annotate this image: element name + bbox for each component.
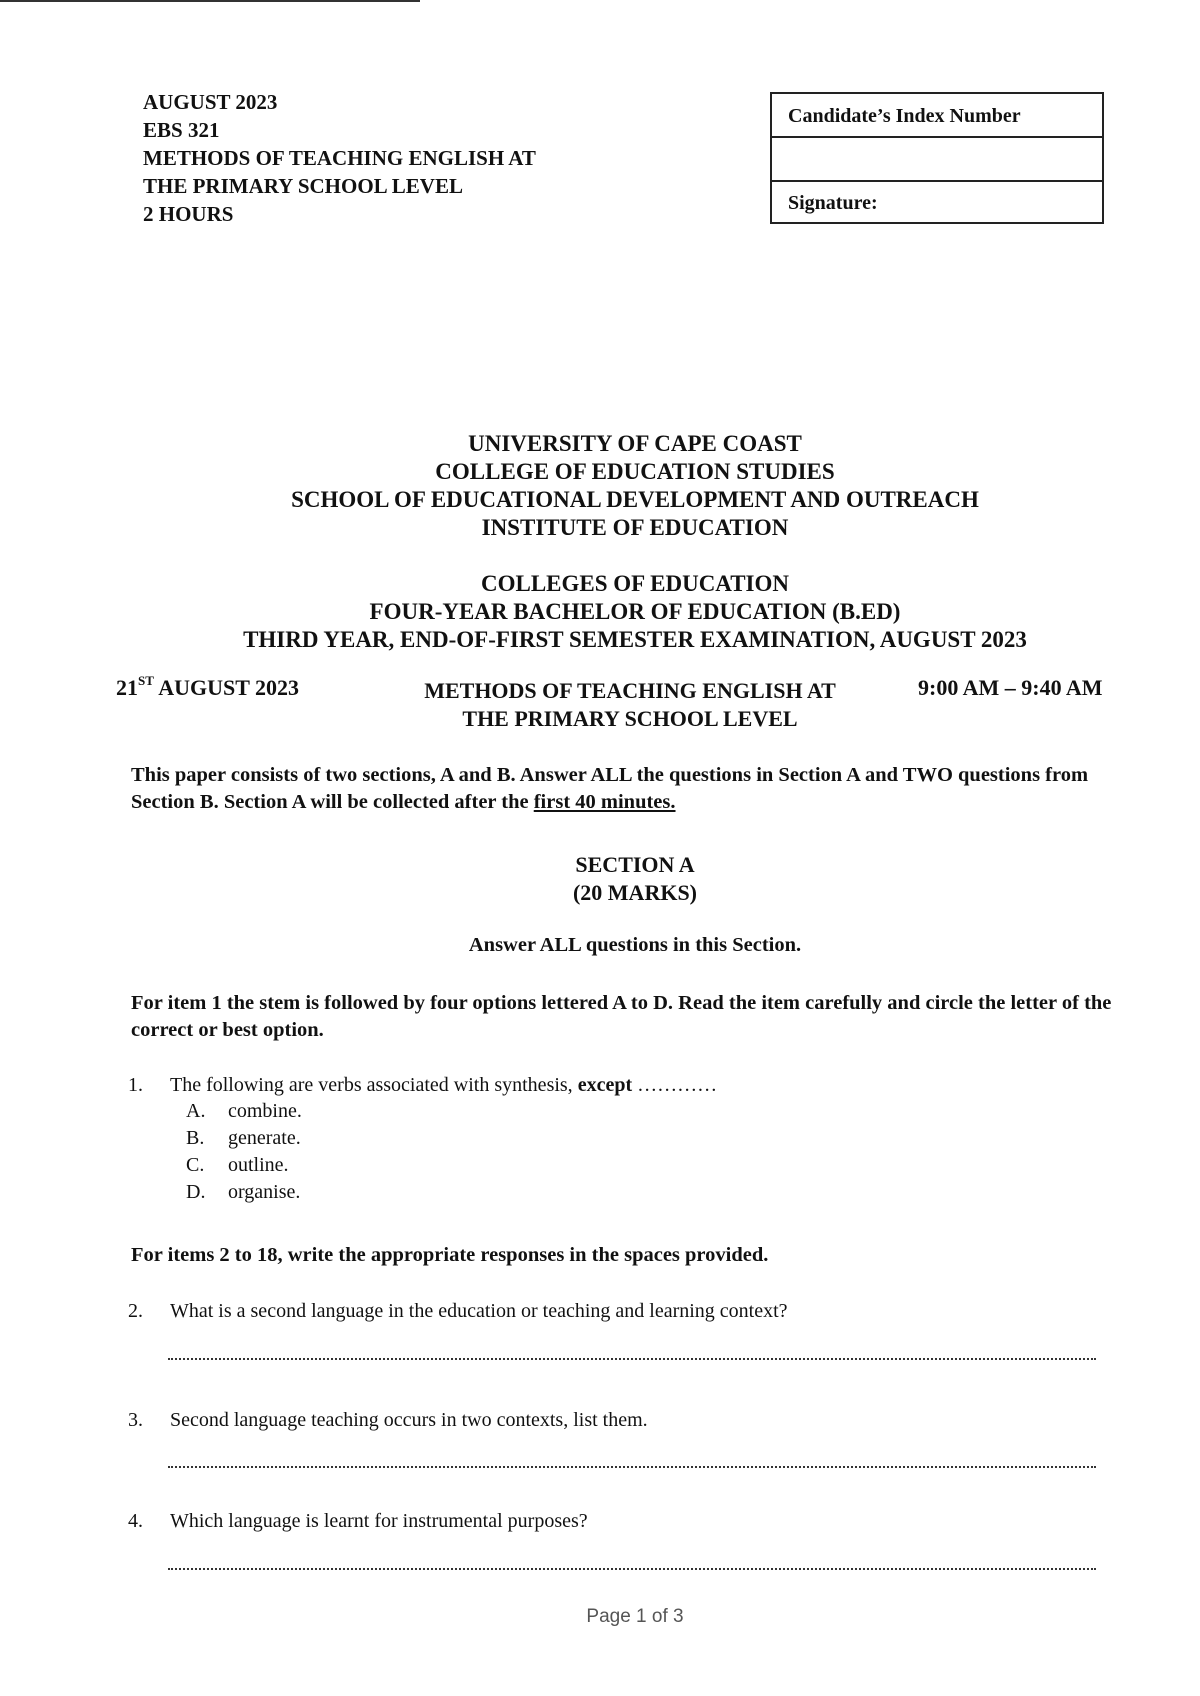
programme-block bbox=[0, 570, 1200, 654]
institution-line: INSTITUTE OF EDUCATION bbox=[481, 515, 789, 540]
question-number: 3. bbox=[128, 1409, 143, 1431]
programme-line: FOUR-YEAR BACHELOR OF EDUCATION (B.ED) bbox=[369, 599, 901, 624]
question-1: 1. The following are verbs associated with synthesis, except ………… bbox=[0, 1072, 1200, 1100]
institution-line: COLLEGE OF EDUCATION STUDIES bbox=[435, 459, 835, 484]
header-line: EBS 321 bbox=[143, 118, 220, 142]
answer-line-q2[interactable] bbox=[168, 1358, 1096, 1360]
course-header bbox=[143, 88, 536, 228]
signature-field[interactable] bbox=[772, 182, 1102, 224]
section-marks: (20 MARKS) bbox=[572, 880, 698, 905]
exam-course-title: METHODS OF TEACHING ENGLISH AT THE PRIMARY SCHOOL LEVEL bbox=[424, 678, 836, 731]
question-number: 4. bbox=[128, 1510, 143, 1532]
institution-block bbox=[0, 430, 1200, 542]
option-a[interactable]: A. combine. bbox=[186, 1100, 302, 1122]
question-number: 1. bbox=[128, 1074, 143, 1096]
item1-instruction: For item 1 the stem is followed by four options lettered A to D. Read the item carefully and circle the letter of the correct or best option. bbox=[131, 992, 1112, 1041]
index-number-field[interactable] bbox=[772, 138, 1102, 182]
programme-line: THIRD YEAR, END-OF-FIRST SEMESTER EXAMINATION, AUGUST 2023 bbox=[243, 627, 1027, 652]
header-line: 2 HOURS bbox=[143, 202, 234, 226]
option-c[interactable]: C. outline. bbox=[186, 1154, 289, 1176]
institution-line: UNIVERSITY OF CAPE COAST bbox=[468, 431, 802, 456]
institution-line: SCHOOL OF EDUCATIONAL DEVELOPMENT AND OUTREACH bbox=[291, 487, 979, 512]
top-edge-line bbox=[0, 0, 420, 2]
index-number-label: Candidate’s Index Number bbox=[772, 94, 1102, 138]
header-line: METHODS OF TEACHING ENGLISH AT bbox=[143, 146, 536, 170]
option-d[interactable]: D. organise. bbox=[186, 1181, 301, 1203]
paper-instructions: This paper consists of two sections, A and B. Answer ALL the questions in Section A and TWO questions from Section B. Section A will be collected after the first 40 minutes. bbox=[131, 764, 1089, 813]
header-line: AUGUST 2023 bbox=[143, 90, 278, 114]
question-4: 4. Which language is learnt for instrumental purposes? bbox=[0, 1508, 1200, 1536]
question-number: 2. bbox=[128, 1300, 143, 1322]
question-2: 2. What is a second language in the education or teaching and learning context? bbox=[0, 1298, 1200, 1326]
answer-line-q3[interactable] bbox=[168, 1466, 1096, 1468]
option-b[interactable]: B. generate. bbox=[186, 1127, 301, 1149]
section-a-heading bbox=[0, 851, 1200, 907]
signature-label: Signature: bbox=[788, 192, 878, 214]
page-number: Page 1 of 3 bbox=[586, 1606, 684, 1627]
items-2-18-instruction: For items 2 to 18, write the appropriate responses in the spaces provided. bbox=[131, 1244, 769, 1266]
exam-date: 21ST AUGUST 2023 bbox=[116, 673, 299, 700]
candidate-index-box bbox=[770, 92, 1104, 224]
answer-all-note: Answer ALL questions in this Section. bbox=[468, 934, 802, 956]
answer-line-q4[interactable] bbox=[168, 1568, 1096, 1570]
section-title: SECTION A bbox=[575, 852, 695, 877]
exam-time: 9:00 AM – 9:40 AM bbox=[918, 675, 1103, 700]
question-3: 3. Second language teaching occurs in two contexts, list them. bbox=[0, 1407, 1200, 1435]
header-line: THE PRIMARY SCHOOL LEVEL bbox=[143, 174, 463, 198]
programme-line: COLLEGES OF EDUCATION bbox=[481, 571, 789, 596]
